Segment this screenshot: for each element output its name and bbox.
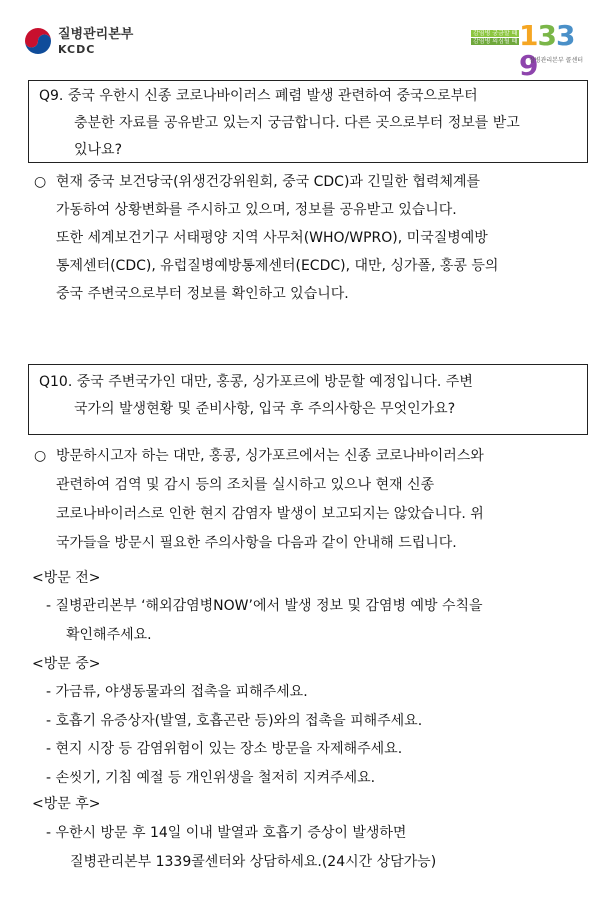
org-abbr: KCDC [58,43,96,56]
answer-line: 또한 세계보건기구 서태평양 지역 사무처(WHO/WPRO), 미국질병예방 [56,230,488,246]
during-item: - 가금류, 야생동물과의 접촉을 피해주세요. [46,684,308,700]
question-line: Q10. 중국 주변국가인 대만, 홍콩, 싱가포르에 방문할 예정입니다. 주변 [39,374,473,390]
hotline-tag-1: 감염병 궁금할 때 [473,30,518,37]
answer-line: 현재 중국 보건당국(위생건강위원회, 중국 CDC)과 긴밀한 협력체계를 [56,174,481,190]
before-item: - 질병관리본부 ‘해외감염병NOW’에서 발생 정보 및 감염병 예방 수칙을 [46,598,483,614]
answer-10 [34,442,594,558]
question-10-box [28,364,588,435]
question-line: 국가의 발생현황 및 준비사항, 입국 후 주의사항은 무엇인가요? [74,401,456,417]
hotline-number: 1339 [519,19,575,82]
before-item: 확인해주세요. [66,627,152,643]
during-item: - 손씻기, 기침 예절 등 개인위생을 철저히 지켜주세요. [46,770,376,786]
section-heading-during: <방문 중> [32,656,101,672]
question-line: 있나요? [74,142,123,158]
after-item: 질병관리본부 1339콜센터와 상담하세요.(24시간 상담가능) [70,854,437,870]
during-item: - 호흡기 유증상자(발열, 호흡곤란 등)와의 접촉을 피해주세요. [46,713,423,729]
section-heading-before: <방문 전> [32,570,101,586]
question-line: Q9. 중국 우한시 신종 코로나바이러스 폐렴 발생 관련하여 중국으로부터 [39,88,478,104]
hotline-logo [471,19,589,82]
answer-line: 통제센터(CDC), 유럽질병예방통제센터(ECDC), 대만, 싱가폴, 홍콩 등의 [56,258,499,274]
after-item: - 우한시 방문 후 14일 이내 발열과 호흡기 증상이 발생하면 [46,825,407,841]
answer-line: 코로나바이러스로 인한 현지 감염자 발생이 보고되지는 않았습니다. 위 [56,506,484,522]
page-header [0,0,607,82]
hotline-subtitle: 질병관리본부 콜센터 [529,57,584,64]
bullet-circle: ○ [34,174,47,190]
kcdc-emblem-icon [24,27,52,55]
answer-line: 관련하여 검역 및 감시 등의 조치를 실시하고 있으나 현재 신종 [56,477,435,493]
answer-line: 국가들을 방문시 필요한 주의사항을 다음과 같이 안내해 드립니다. [56,535,457,551]
bullet-circle: ○ [34,448,47,464]
question-line: 충분한 자료를 공유받고 있는지 궁금합니다. 다른 곳으로부터 정보를 받고 [74,115,520,131]
answer-line: 방문하시고자 하는 대만, 홍콩, 싱가포르에서는 신종 코로나바이러스와 [56,448,484,464]
answer-line: 중국 주변국으로부터 정보를 확인하고 있습니다. [56,286,349,302]
answer-line: 가동하여 상황변화를 주시하고 있으며, 정보를 공유받고 있습니다. [56,202,457,218]
question-9-box [28,80,588,163]
during-item: - 현지 시장 등 감염위험이 있는 장소 방문을 자제해주세요. [46,741,403,757]
hotline-tag-2: 감염병 의심될 때 [473,38,518,45]
org-name: 질병관리본부 [58,27,134,42]
section-heading-after: <방문 후> [32,796,101,812]
answer-9 [34,168,594,308]
